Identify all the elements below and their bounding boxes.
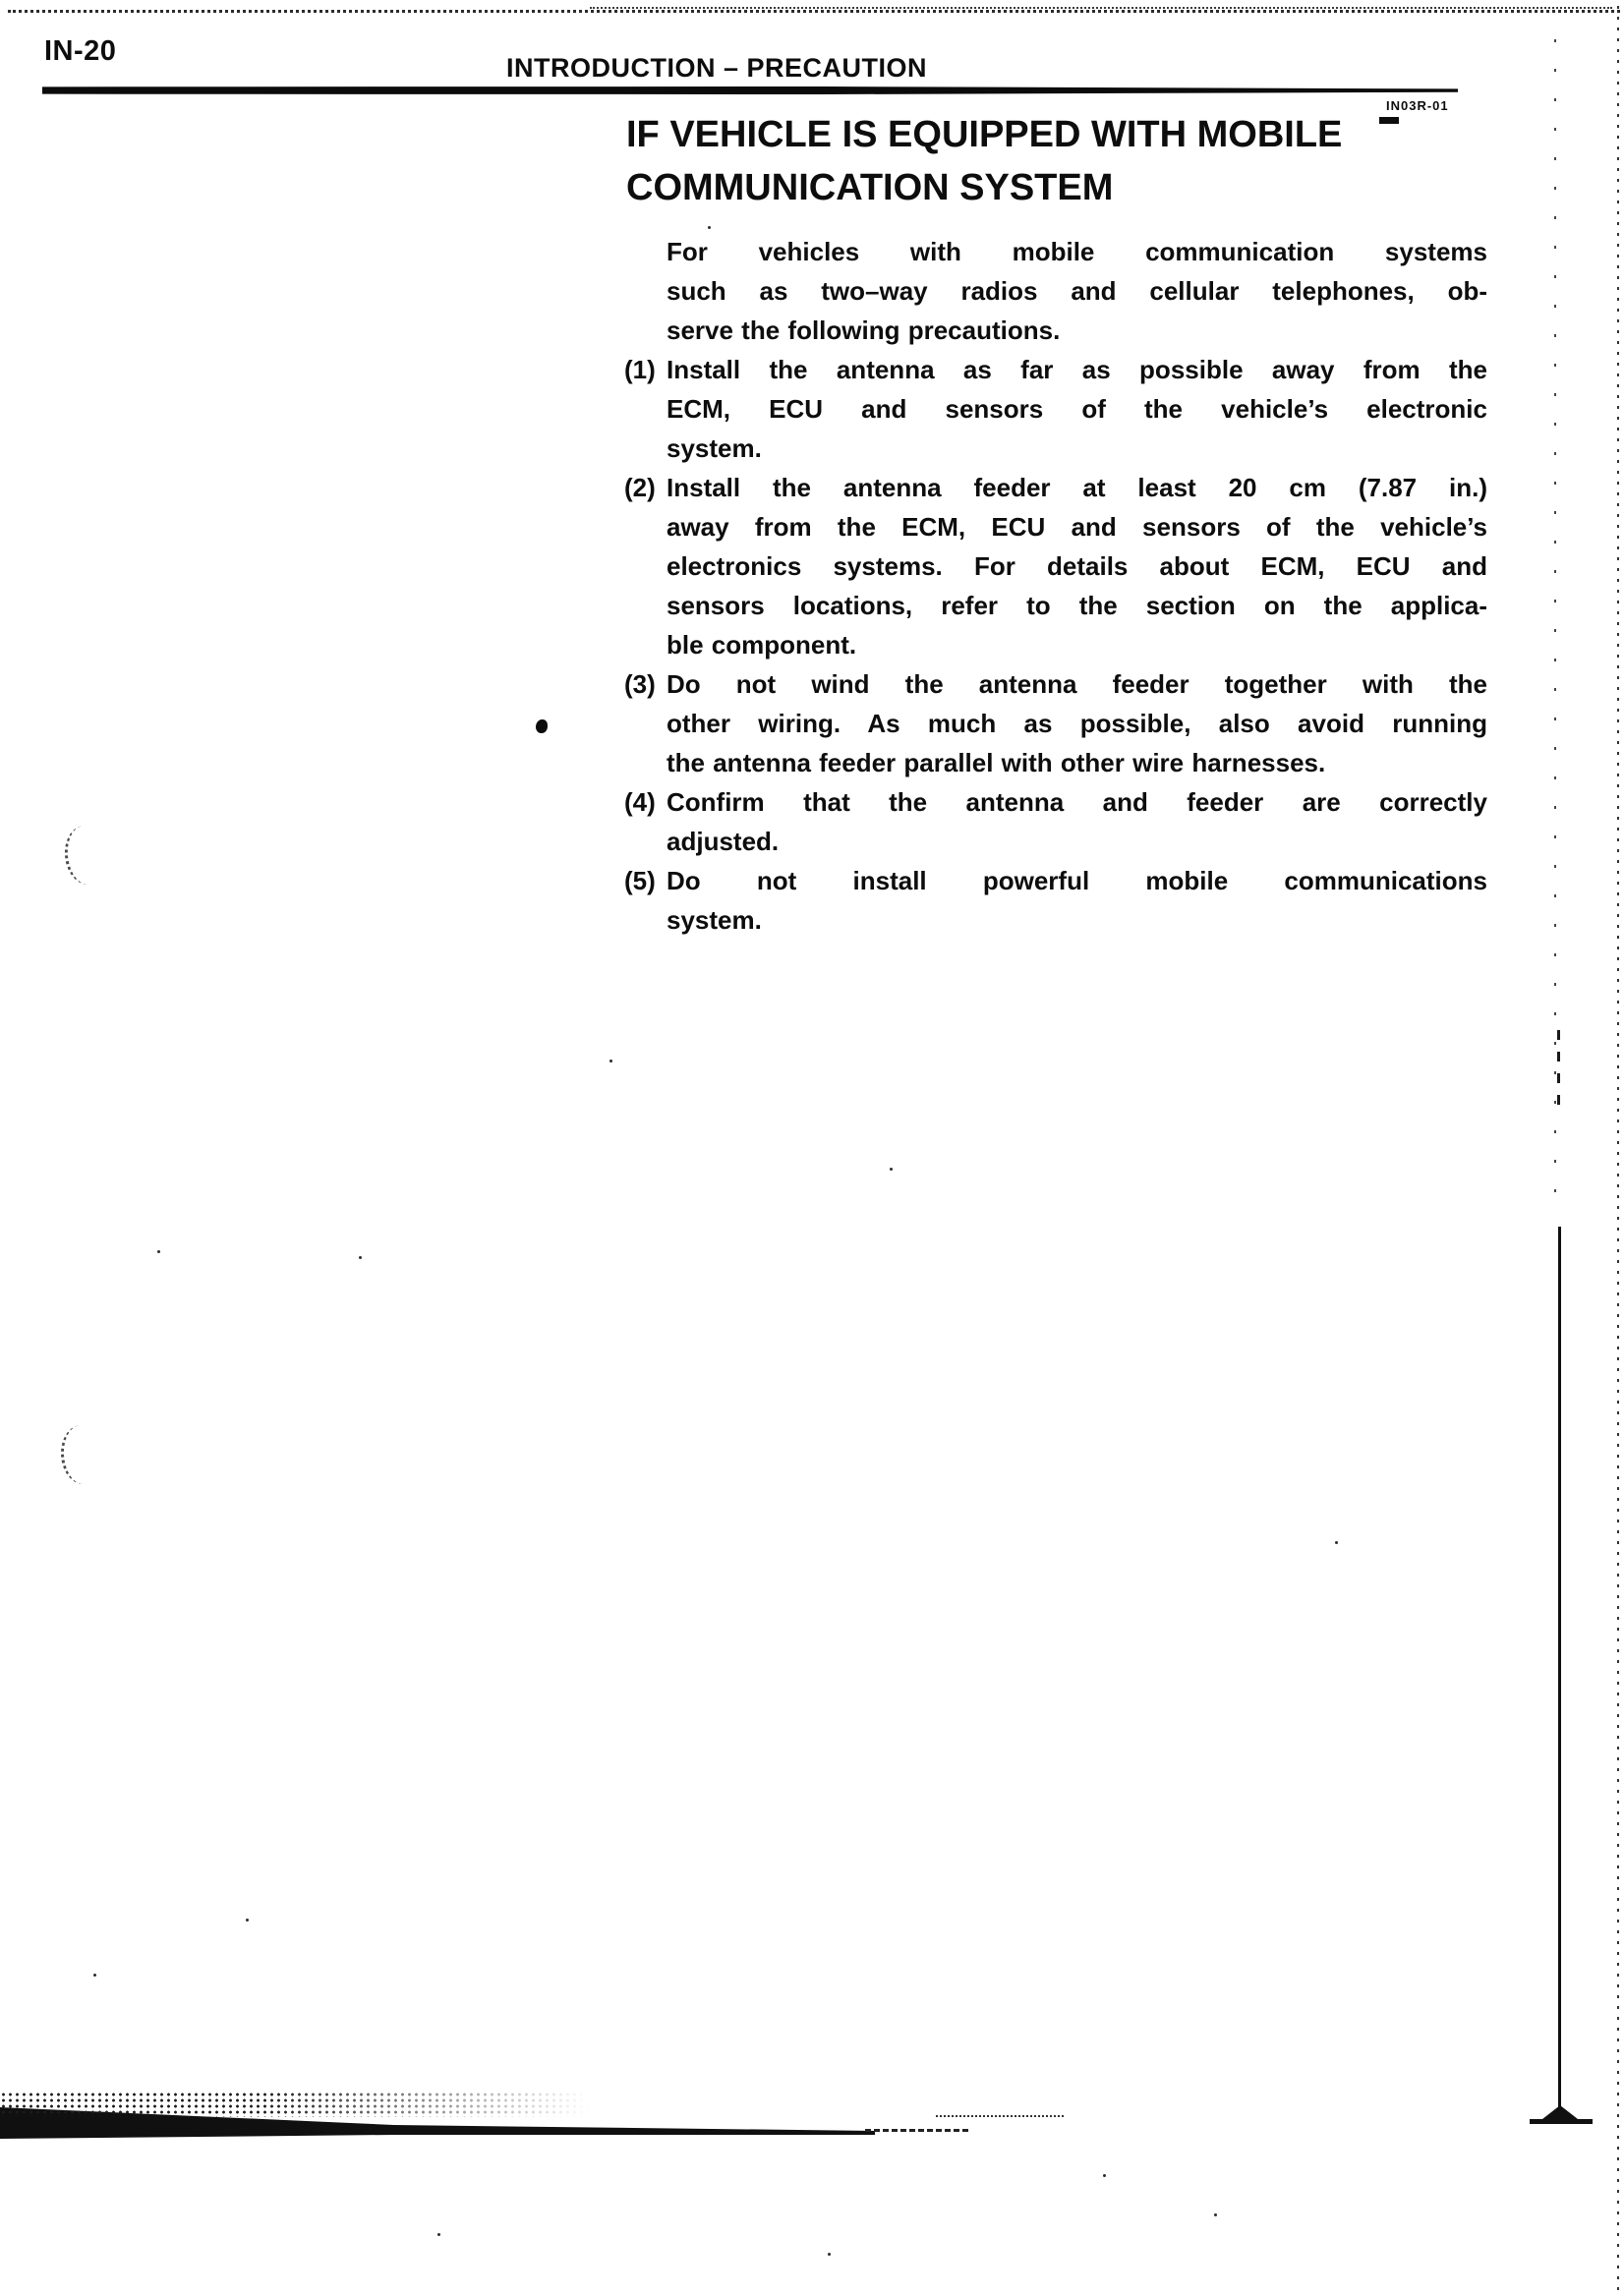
noise-speck (157, 1250, 160, 1253)
list-item-text (667, 782, 1487, 861)
intro-text (667, 232, 1487, 350)
intro-paragraph (624, 232, 1487, 350)
noise-speck (890, 1168, 893, 1171)
right-inner-dotted-line (1554, 39, 1556, 1219)
text-line: ECM, ECU and sensors of the vehicle’s electronic (667, 394, 1487, 424)
scan-smudge-arc (59, 1424, 105, 1486)
text-line: system. (667, 905, 762, 935)
line-foot-bar (1530, 2119, 1593, 2124)
ink-blob (536, 719, 548, 733)
header-title: INTRODUCTION – PRECAUTION (506, 53, 928, 83)
noise-speck (828, 2253, 831, 2256)
scan-smudge-arc (62, 824, 110, 887)
text-line: system. (667, 433, 762, 463)
list-item-text (667, 350, 1487, 468)
list-item (624, 861, 1487, 940)
text-line: Do not wind the antenna feeder together with the (667, 669, 1487, 699)
list-item-number: (5) (624, 866, 656, 895)
text-line: the antenna feeder parallel with other wire harnesses. (667, 748, 1326, 777)
right-solid-line (1558, 1227, 1561, 2119)
list-item-number: (2) (624, 473, 656, 502)
section-code: IN03R-01 (1386, 98, 1449, 113)
text-line: serve the following precautions. (667, 316, 1061, 345)
text-line: adjusted. (667, 827, 780, 856)
header-rule (42, 86, 1458, 94)
precaution-list (624, 350, 1487, 940)
list-item-text (667, 861, 1487, 940)
bottom-dashed-line (865, 2129, 968, 2132)
top-dotted-line-overlay (590, 7, 1612, 9)
page-number: IN-20 (44, 35, 117, 67)
list-item (624, 468, 1487, 664)
section-title (626, 108, 1342, 214)
list-item-number: (3) (624, 669, 656, 699)
text-line: ble component. (667, 630, 857, 660)
noise-speck (359, 1256, 362, 1259)
section-title-line-1: IF VEHICLE IS EQUIPPED WITH MOBILE (626, 114, 1343, 155)
list-item-number: (4) (624, 787, 656, 817)
text-line: Confirm that the antenna and feeder are correctly (667, 787, 1487, 817)
precaution-content (624, 232, 1487, 940)
text-line: electronics systems. For details about ECM, ECU and (667, 551, 1487, 581)
noise-speck (437, 2233, 440, 2236)
text-line: such as two–way radios and cellular telephones, ob- (667, 276, 1487, 306)
list-item (624, 664, 1487, 782)
line-foot-arrow (1542, 2105, 1578, 2119)
noise-speck (1214, 2213, 1217, 2216)
text-line: Install the antenna as far as possible away from the (667, 355, 1487, 384)
section-title-line-2: COMMUNICATION SYSTEM (626, 167, 1114, 208)
bottom-dotted-line (936, 2115, 1064, 2117)
list-item-number: (1) (624, 355, 656, 384)
text-line: sensors locations, refer to the section on the applica- (667, 591, 1487, 620)
text-line: For vehicles with mobile communication systems (667, 237, 1487, 266)
text-line: Install the antenna feeder at least 20 cm (7.87 in.) (667, 473, 1487, 502)
list-item (624, 782, 1487, 861)
noise-speck (93, 1974, 96, 1977)
list-item-text (667, 664, 1487, 782)
top-dotted-line (8, 10, 1620, 13)
right-edge-dotted-line (1617, 6, 1619, 2290)
text-line: away from the ECM, ECU and sensors of the vehicle’s (667, 512, 1487, 542)
list-item (624, 350, 1487, 468)
right-dashed-line-segment (1557, 1030, 1560, 1107)
list-item-text (667, 468, 1487, 664)
text-line: other wiring. As much as possible, also avoid running (667, 709, 1487, 738)
noise-speck (1103, 2174, 1106, 2177)
noise-speck (1335, 1541, 1338, 1544)
noise-speck (609, 1060, 612, 1062)
noise-speck (708, 226, 711, 229)
section-code-underline (1379, 117, 1399, 124)
bottom-scan-stipple (0, 2092, 590, 2117)
noise-speck (246, 1919, 249, 1922)
text-line: Do not install powerful mobile communications (667, 866, 1487, 895)
